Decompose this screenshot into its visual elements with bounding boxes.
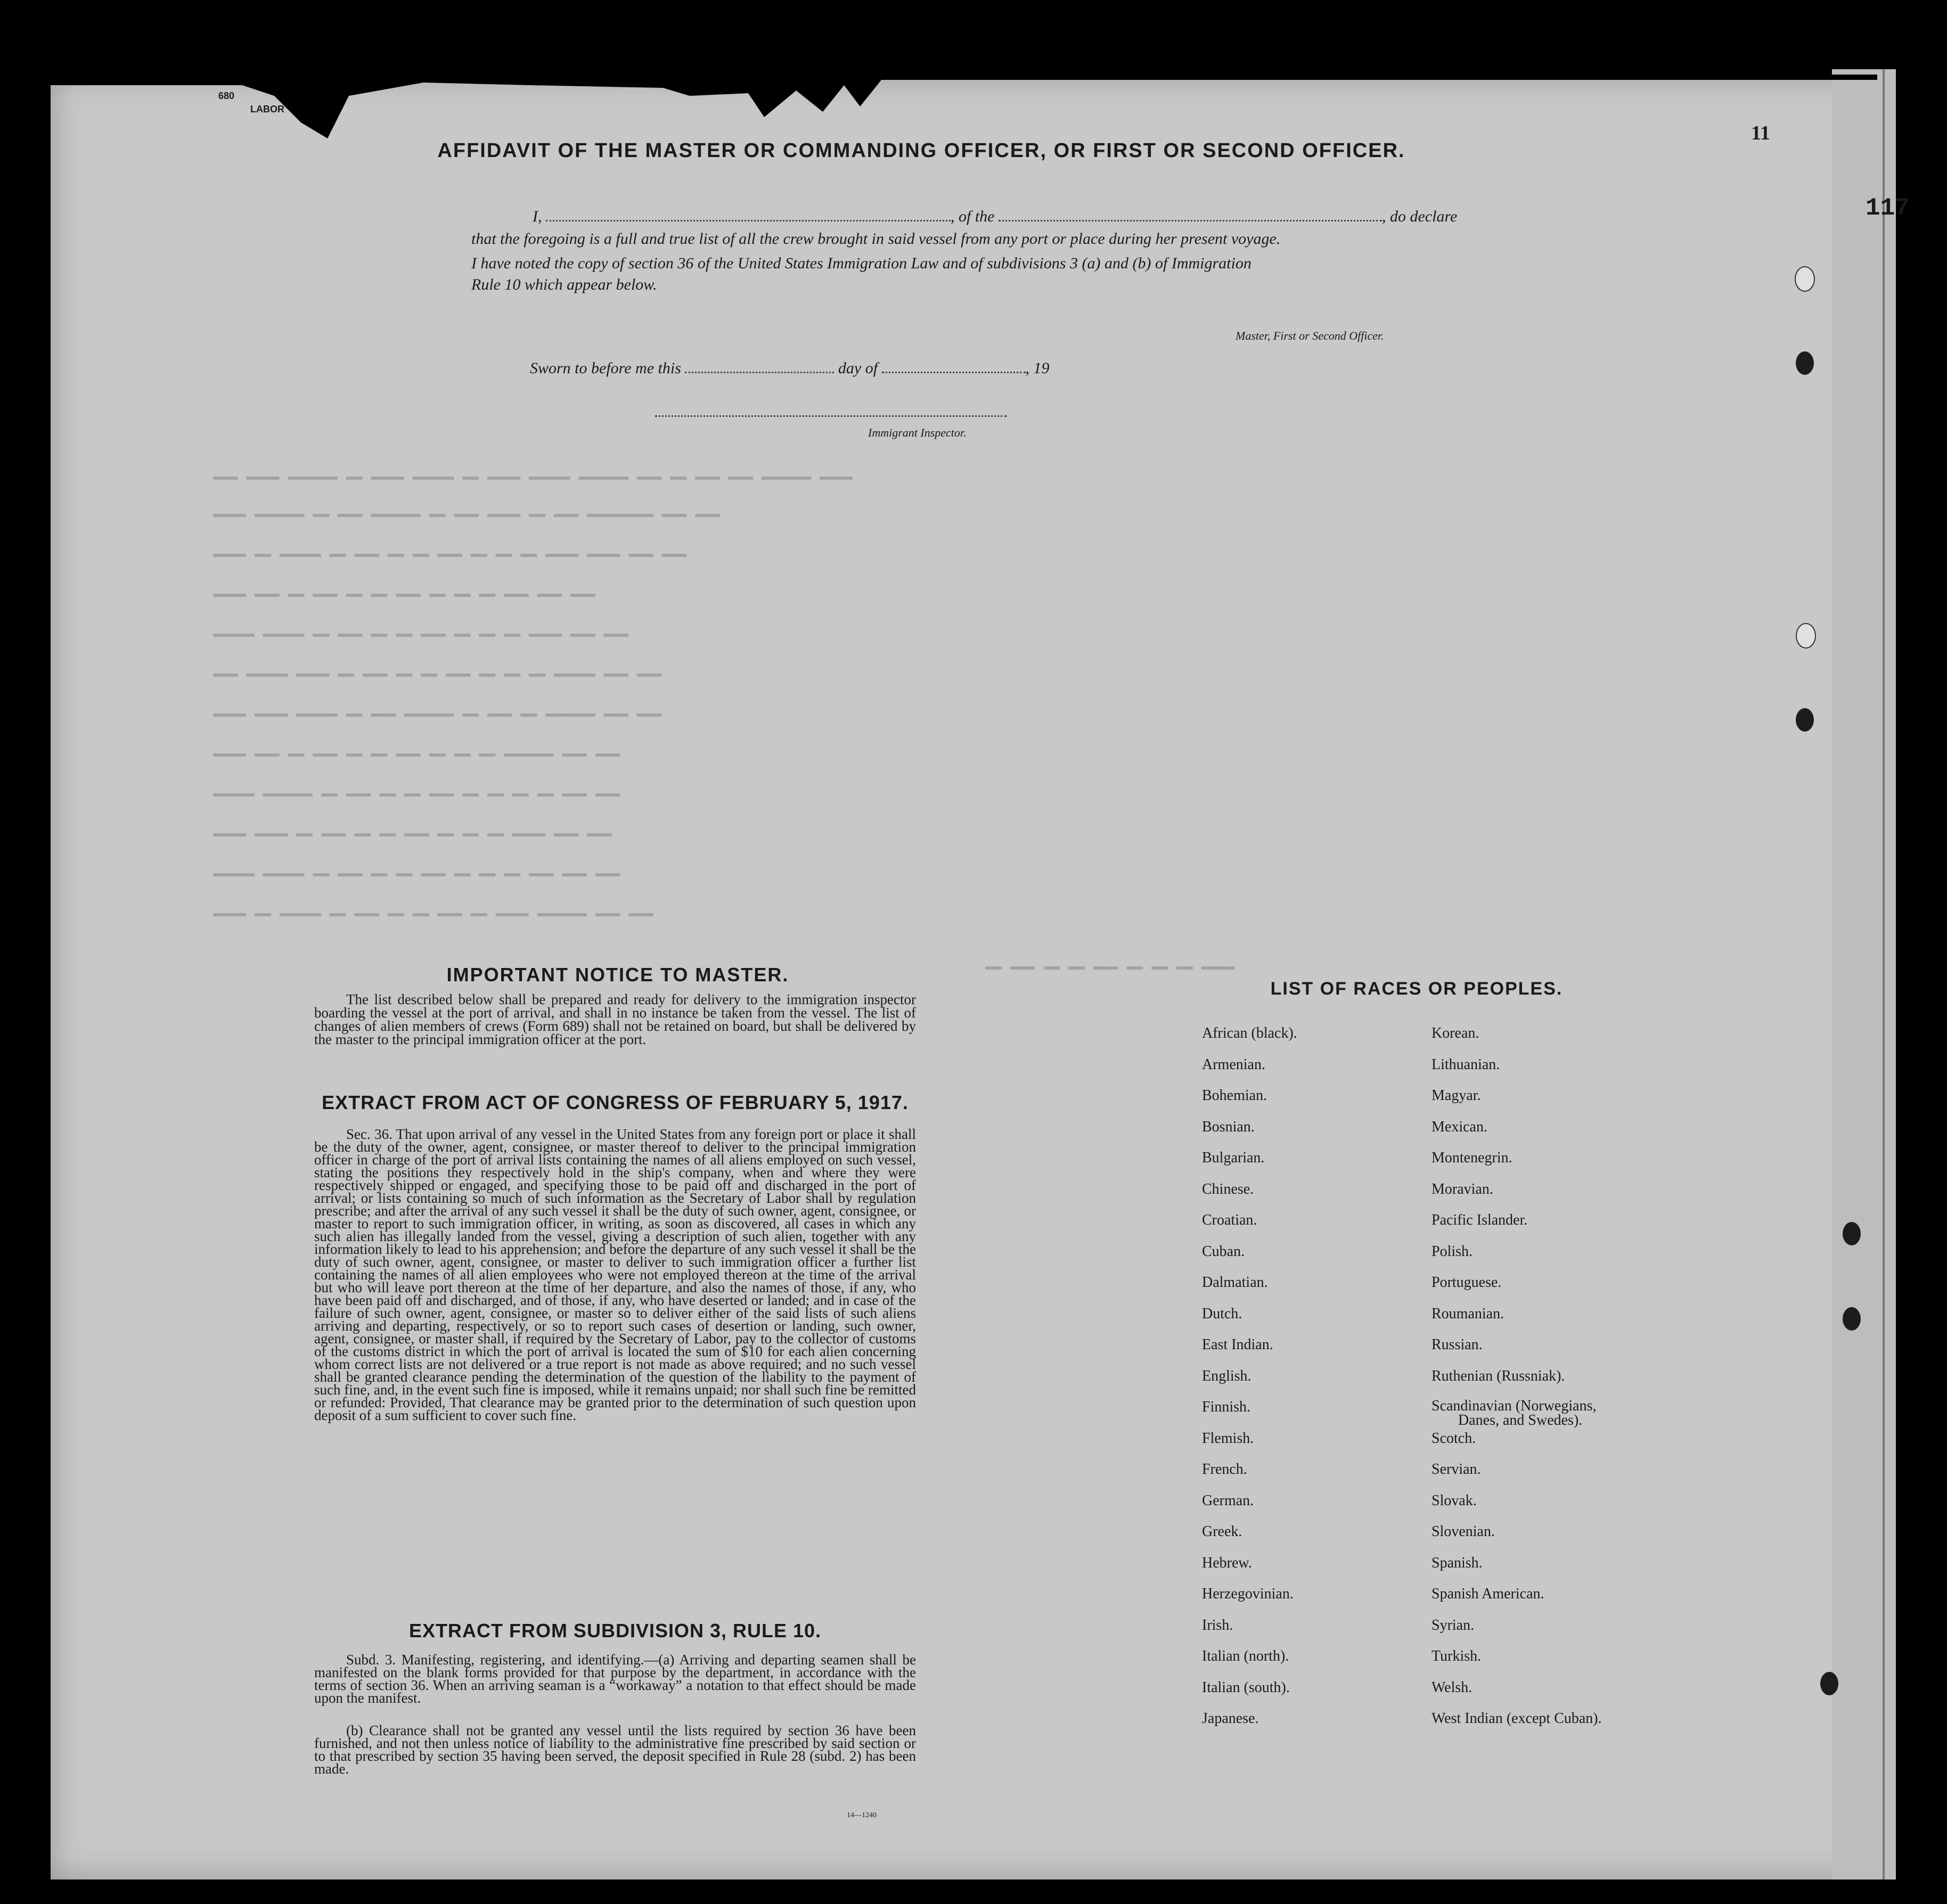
race-item-line: Danes, and Swedes). bbox=[1458, 1412, 1583, 1429]
punch-hole bbox=[1843, 1222, 1861, 1245]
race-item: Italian (south). bbox=[1202, 1679, 1290, 1696]
affidavit-line-4: Rule 10 which appear below. bbox=[471, 276, 657, 293]
punch-hole bbox=[1795, 266, 1815, 292]
race-item: Greek. bbox=[1202, 1523, 1242, 1540]
race-item: Russian. bbox=[1431, 1336, 1483, 1353]
affidavit-declare: , do declare bbox=[1382, 208, 1458, 225]
race-item: Bulgarian. bbox=[1202, 1150, 1265, 1166]
race-item: Armenian. bbox=[1202, 1056, 1265, 1073]
punch-hole bbox=[1796, 351, 1814, 375]
affidavit-line-2: that the foregoing is a full and true list of all the crew brought in said vessel from any port or place during her present voyage. bbox=[471, 230, 1281, 248]
race-item: Dutch. bbox=[1202, 1305, 1242, 1322]
race-item: Spanish. bbox=[1431, 1554, 1483, 1571]
punch-hole bbox=[1843, 1307, 1861, 1331]
race-item: Bohemian. bbox=[1202, 1087, 1267, 1104]
punch-hole bbox=[1796, 623, 1816, 649]
rule-extract-title: EXTRACT FROM SUBDIVISION 3, RULE 10. bbox=[408, 1620, 822, 1642]
race-item: Ruthenian (Russniak). bbox=[1431, 1367, 1565, 1384]
side-number: 117 bbox=[1866, 194, 1910, 222]
page-number: 11 bbox=[1751, 122, 1770, 144]
race-item: English. bbox=[1202, 1367, 1251, 1384]
race-item: Japanese. bbox=[1202, 1710, 1259, 1727]
affidavit-of-the: , of the bbox=[951, 208, 995, 225]
affidavit-title: AFFIDAVIT OF THE MASTER OR COMMANDING OFFICER, OR FIRST OR SECOND OFFICER. bbox=[437, 139, 1405, 162]
race-item: Lithuanian. bbox=[1431, 1056, 1500, 1073]
rule-extract-text-a: Subd. 3. Manifesting, registering, and identifying.—(a) Arriving and departing seamen shall be manifested on the blank forms provided for that purpose by the department, in accordance with the terms of section 36. When an arriving seaman is a “workaway” a notation to that effect should be made upon the manifest. bbox=[314, 1652, 916, 1706]
year-text: , 19 bbox=[1025, 359, 1050, 377]
race-item: Portuguese. bbox=[1431, 1274, 1502, 1291]
race-item: Italian (north). bbox=[1202, 1648, 1289, 1664]
race-item: Magyar. bbox=[1431, 1087, 1481, 1104]
races-right-column bbox=[1431, 1025, 1602, 1742]
race-item: Syrian. bbox=[1431, 1616, 1475, 1634]
race-item: Herzegovinian. bbox=[1202, 1586, 1294, 1602]
binder-edge bbox=[1883, 69, 1885, 1880]
act-extract-text: Sec. 36. That upon arrival of any vessel in the United States from any foreign port or place it shall be the duty of the owner, agent, consignee, or master thereof to deliver to the principal immigration officer in charge of the port of arrival lists containing the names of all aliens employed on such vessel, stating the positions they respectively hold in the ship's company, when and where they were respectively shipped or engaged, and specifying those to be paid off and discharged in the port of arrival; or lists containing so much of such information as the Secretary of Labor shall by regulation prescribe; and after the arrival of any such vessel it shall be the duty of such owner, agent, consignee, or master to report to such immigration officer, in writing, as soon as discovered, all cases in which any such alien has illegally landed from the vessel, giving a description of such alien, together with any information likely to lead to his apprehension; and before the departure of any such vessel it shall be the duty of such owner, agent, consignee, or master to deliver to such immigration officer a further list containing the names of all alien employees who were not employed thereon at the time of the arrival but who will leave port thereon at the time of her departure, and also the names of those, if any, who have been paid off and discharged, and of those, if any, who have deserted or landed; and in case of the failure of such owner, agent, consignee, or master so to deliver either of the said lists of such aliens arriving and departing, respectively, or so to report such cases of desertion or landing, such owner, agent, consignee, or master shall, if required by the Secretary of Labor, pay to the collector of customs of the customs district in which the port of arrival is located the sum of $10 for each alien concerning whom correct lists are not delivered or a true report is not made as above required; and no such vessel shall be granted clearance pending the determination of the question of the liability to the payment of such fine, and, in the event such fine is imposed, while it remains unpaid; nor shall such fine be remitted or refunded: Provided, That clearance may be granted prior to the determination of such question upon deposit of a sum sufficient to cover such fine. bbox=[314, 1126, 916, 1423]
form-number: 14—1240 bbox=[847, 1811, 877, 1819]
notice-title: IMPORTANT NOTICE TO MASTER. bbox=[446, 964, 789, 986]
underlying-page-edge bbox=[1832, 69, 1896, 1880]
race-item-scandinavian bbox=[1431, 1399, 1602, 1430]
race-item: French. bbox=[1202, 1461, 1247, 1478]
race-item: West Indian (except Cuban). bbox=[1431, 1710, 1602, 1727]
race-item: Hebrew. bbox=[1202, 1554, 1252, 1571]
race-item: Servian. bbox=[1431, 1461, 1481, 1478]
notice-text: The list described below shall be prepared and ready for delivery to the immigration inspector boarding the vessel at the port of arrival, and shall in no instance be taken from the vessel. The list of changes of alien members of crews (Form 689) shall not be retained on board, but shall be delivered by the master to the principal immigration officer at the port. bbox=[314, 991, 916, 1047]
inspector-signature-line bbox=[655, 405, 1007, 417]
race-item: Polish. bbox=[1431, 1243, 1473, 1260]
corner-label-2: LABOR bbox=[250, 104, 284, 114]
race-item: Bosnian. bbox=[1202, 1118, 1255, 1135]
race-item: Turkish. bbox=[1431, 1648, 1482, 1664]
inspector-label: Immigrant Inspector. bbox=[868, 426, 967, 439]
races-left-column bbox=[1202, 1025, 1297, 1742]
corner-label-1: 680 bbox=[218, 91, 235, 101]
race-item: Moravian. bbox=[1431, 1180, 1493, 1197]
race-item: African (black). bbox=[1202, 1025, 1297, 1041]
race-item: Welsh. bbox=[1431, 1679, 1472, 1696]
race-item: Pacific Islander. bbox=[1431, 1212, 1528, 1228]
sworn-text: Sworn to before me this bbox=[530, 359, 681, 377]
race-item: Roumanian. bbox=[1431, 1305, 1504, 1322]
race-item: Spanish American. bbox=[1431, 1586, 1544, 1602]
punch-hole bbox=[1796, 708, 1814, 732]
race-item: Finnish. bbox=[1202, 1399, 1251, 1415]
race-item: German. bbox=[1202, 1492, 1254, 1509]
race-item: Flemish. bbox=[1202, 1430, 1254, 1447]
act-extract-title: EXTRACT FROM ACT OF CONGRESS OF FEBRUARY 5, 1917. bbox=[322, 1091, 909, 1113]
affidavit-i: I, bbox=[533, 208, 542, 225]
rule-extract-text-b: (b) Clearance shall not be granted any vessel until the lists required by section 36 have been furnished, and not then unless notice of liability to the administrative fine prescribed by said section or to that prescribed by section 35 having been served, the deposit specified in Rule 28 (subd. 2) has been made. bbox=[314, 1722, 916, 1777]
race-item: East Indian. bbox=[1202, 1336, 1273, 1353]
sworn-line bbox=[530, 359, 1050, 377]
master-signature-label: Master, First or Second Officer. bbox=[1236, 329, 1384, 342]
race-item-line: Scandinavian (Norwegians, bbox=[1431, 1398, 1597, 1414]
day-of-text: day of bbox=[838, 359, 878, 377]
race-item: Mexican. bbox=[1431, 1118, 1487, 1135]
race-item: Dalmatian. bbox=[1202, 1274, 1268, 1291]
race-item: Scotch. bbox=[1431, 1430, 1476, 1447]
race-item: Croatian. bbox=[1202, 1212, 1257, 1228]
punch-hole bbox=[1820, 1672, 1838, 1695]
race-item: Irish. bbox=[1202, 1616, 1233, 1634]
races-title: LIST OF RACES OR PEOPLES. bbox=[1270, 979, 1563, 999]
race-item: Montenegrin. bbox=[1431, 1150, 1512, 1166]
race-item: Chinese. bbox=[1202, 1180, 1254, 1197]
race-item: Slovenian. bbox=[1431, 1523, 1495, 1540]
affidavit-line-1 bbox=[533, 208, 1457, 226]
race-item: Korean. bbox=[1431, 1025, 1479, 1041]
affidavit-line-3: I have noted the copy of section 36 of the United States Immigration Law and of subdivisions 3 (a) and (b) of Immigration bbox=[471, 255, 1251, 272]
race-item: Cuban. bbox=[1202, 1243, 1245, 1260]
race-item: Slovak. bbox=[1431, 1492, 1477, 1509]
